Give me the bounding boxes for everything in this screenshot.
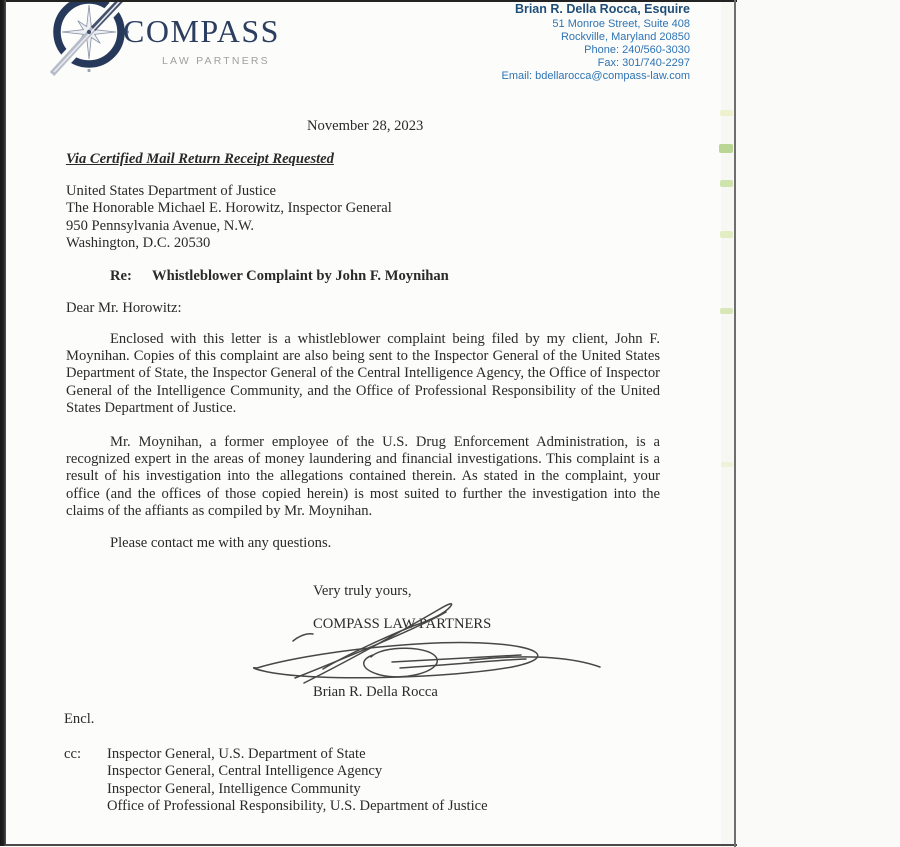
re-label: Re: [110, 268, 132, 284]
contact-address-line2: Rockville, Maryland 20850 [560, 31, 690, 43]
attorney-name: Brian R. Della Rocca, Esquire [514, 2, 690, 16]
firm-subtitle: LAW PARTNERS [162, 55, 270, 67]
scan-background [736, 0, 900, 847]
recipient-line: The Honorable Michael E. Horowitz, Inspector General [66, 200, 392, 217]
enclosure-notation: Encl. [64, 711, 95, 727]
page-right-edge-line [734, 0, 736, 847]
body-paragraph-2: Mr. Moynihan, a former employee of the U.S. Drug Enforcement Administration, is a recognized expert in the areas of money laundering and financial investigations. This complaint is a result of his investigation into the allegations contained therein. As stated in the complaint, your office (and the offices of those copied herein) is most suited to further the investigation into the claims of the affiants as compiled by Mr. Moynihan. [66, 434, 660, 519]
cc-item: Inspector General, U.S. Department of State [107, 746, 366, 762]
delivery-method-line: Via Certified Mail Return Receipt Requested [66, 151, 334, 167]
cc-list [107, 746, 488, 815]
closing-request: Please contact me with any questions. [110, 535, 332, 551]
scan-artifact-mark [719, 144, 733, 153]
page-top-edge [0, 0, 737, 2]
cc-item: Office of Professional Responsibility, U.S. Department of Justice [107, 797, 488, 814]
firm-wordmark: COMPASS [123, 13, 280, 49]
scan-artifact-mark [720, 180, 733, 187]
recipient-line: Washington, D.C. 20530 [66, 235, 211, 252]
page-left-edge [0, 0, 6, 846]
contact-fax: Fax: 301/740-2297 [597, 57, 690, 69]
valediction: Very truly yours, [313, 583, 412, 599]
scan-artifact-mark [721, 462, 733, 467]
cc-item: Inspector General, Central Intelligence Agency [107, 763, 383, 780]
signer-name: Brian R. Della Rocca [313, 684, 438, 700]
recipient-line: United States Department of Justice [66, 183, 276, 199]
recipient-line: 950 Pennsylvania Avenue, N.W. [66, 217, 255, 234]
salutation: Dear Mr. Horowitz: [66, 300, 182, 316]
scan-artifact-mark [720, 308, 733, 314]
scan-artifact-mark [720, 231, 733, 238]
firm-signature-line: COMPASS LAW PARTNERS [313, 616, 492, 632]
cc-item: Inspector General, Intelligence Community [107, 780, 361, 797]
cc-label: cc: [64, 746, 82, 762]
letter-date: November 28, 2023 [307, 118, 424, 134]
signature-scrawl [240, 598, 620, 698]
re-subject: Whistleblower Complaint by John F. Moynihan [152, 268, 449, 284]
contact-phone: Phone: 240/560-3030 [584, 44, 690, 56]
contact-address-line1: 51 Monroe Street, Suite 408 [552, 18, 690, 30]
scan-edge-band [721, 0, 734, 847]
page-bottom-edge [0, 844, 737, 846]
contact-email: Email: bdellarocca@compass-law.com [501, 70, 690, 82]
recipient-address-block [66, 183, 392, 253]
letterhead-contact-block [400, 3, 690, 83]
scan-artifact-mark [720, 110, 733, 116]
body-paragraph-1: Enclosed with this letter is a whistleblower complaint being filed by my client, John F. Moynihan. Copies of this complaint are also being sent to the Inspector General of the United States Department of State, the Inspector General of the Central Intelligence Agency, the Office of Inspector General of the Intelligence Community, and the Office of Professional Responsibility of the United States Department of Justice. [66, 331, 660, 416]
